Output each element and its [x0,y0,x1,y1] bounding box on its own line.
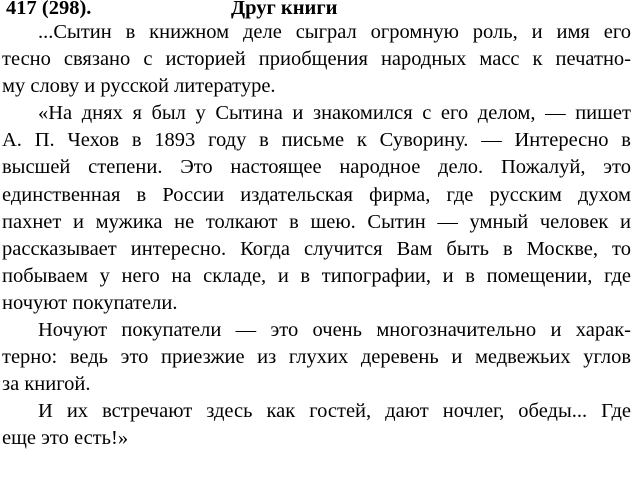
text-line: «На днях я был у Сытина и знакомился с его делом, — пишет [38,102,631,125]
text-line: побываем у него на складе, и в типографии, и в помещении, где [2,264,631,287]
text-line: рассказывает интересно. Когда случится Вам быть в Москве, то [2,237,631,260]
text-line: высшей степени. Это настоящее народное дело. Пожалуй, это [2,156,631,179]
exercise-heading [2,0,631,19]
text-line: пахнет и мужика не толкают в шею. Сытин — умный человек и [2,210,631,233]
text-line: Ночуют покупатели — это очень многозначительно и харак- [38,319,631,342]
paragraph-3 [2,317,631,398]
paragraph-1 [2,19,631,100]
text-line: А. П. Чехов в 1893 году в письме к Суворину. — Интересно в [2,129,631,152]
text-line: И их встречают здесь как гостей, дают ночлег, обеды... Где [38,400,631,423]
text-line: единственная в России издательская фирма, где русским духом [2,183,631,206]
text-line: ...Сытин в книжном деле сыграл огромную роль, и имя его [38,21,631,43]
text-line: тесно связано с историей приобщения народных масс к печатно- [2,48,631,71]
exercise-number: 417 (298). [6,0,92,19]
exercise-title: Друг книги [231,0,338,19]
text-line: му слову и русской литературе. [2,75,276,98]
paragraph-4 [2,398,631,452]
text-line: ночуют покупатели. [2,291,178,314]
text-line: еще это есть!» [2,427,129,450]
text-line: за книгой. [2,373,91,396]
text-line: терно: ведь это приезжие из глухих деревень и медвежьих углов [2,346,631,369]
paragraph-2 [2,100,631,317]
